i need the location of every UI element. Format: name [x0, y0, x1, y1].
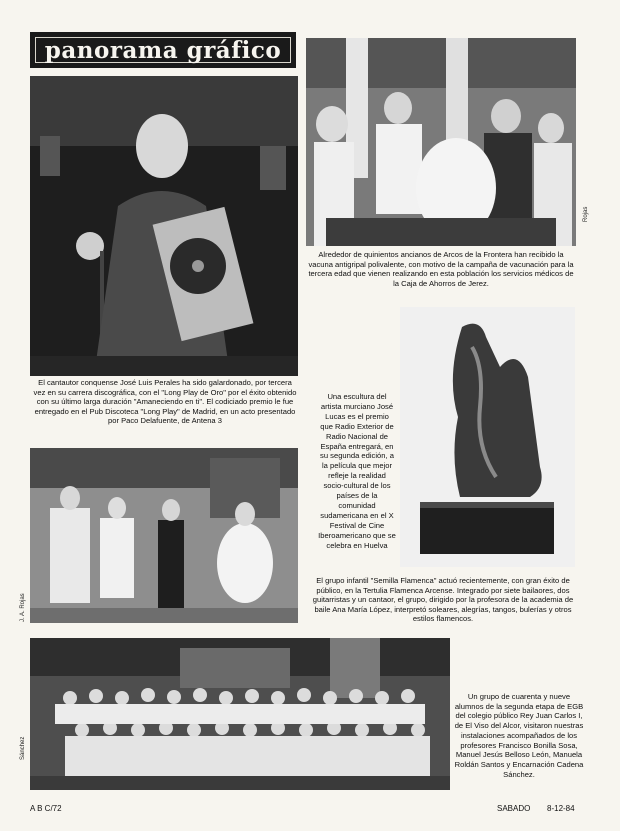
caption-alumnos: Un grupo de cuarenta y nueve alumnos de la segunda etapa de EGB del colegio público Rey Juan Carlos I, de El Viso del Alcor, visitaron nuestras instalaciones acompañados de los profesores Francisco Bonilla Sosa, Manuel Jesús Belloso León, Manuela Roldán Santos y Encarnación Cadena Sánchez.: [454, 692, 584, 779]
credit-semilla: J. A. Rojas: [20, 593, 26, 622]
caption-vacuna: Alrededor de quinientos ancianos de Arcos de la Frontera han recibido la vacuna antigripal polivalente, con motivo de la campaña de vacunación para la tercera edad que vienen realizando en esta población los servicios médicos de la Caja de Ahorros de Jerez.: [308, 250, 574, 288]
photo-perales: [30, 76, 298, 376]
credit-vacuna: Rojas: [583, 206, 589, 222]
footer-day: SABADO: [497, 804, 531, 813]
credit-alumnos: Sánchez: [20, 736, 26, 760]
caption-escultura: Una escultura del artista murciano José Lucas es el premio que Radio Exterior de Radio Nacional de España entregará, en su segunda edición, a la película que mejor refleje la realidad socio-cultural de los países de la comunidad sudamericana en el X Festival de Cine Iberoamericano que se celebra en Huelva: [318, 392, 396, 550]
section-title: panorama gráfico: [44, 37, 282, 64]
caption-perales: El cantautor conquense José Luis Perales ha sido galardonado, por tercera vez en su carrera discográfica, con el "Long Play de Oro" por el éxito obtenido con su último larga duración "Amaneciendo en ti". El codiciado premio le fue entregado en el Pub Discoteca "Long Play" de Madrid, en un acto presentado por Paco Delafuente, de Antena 3: [33, 378, 297, 426]
caption-semilla: El grupo infantil "Semilla Flamenca" actuó recientemente, con gran éxito de público, en la Tertulia Flamenca Arcense. Integrado por siete bailaores, dos guitarristas y un cantaor, el grupo, dirigido por la profesora de la academia de baile Ana María López, interpretó soleares, alegrías, tangos, bulerías y otros estilos flamencos.: [312, 576, 574, 624]
photo-escultura: [400, 307, 575, 567]
photo-vacuna: [306, 38, 576, 246]
footer-date: 8-12-84: [547, 804, 575, 813]
page-number: A B C/72: [30, 804, 62, 813]
photo-semilla: [30, 448, 298, 623]
section-header: [30, 32, 296, 68]
photo-alumnos: [30, 638, 450, 790]
